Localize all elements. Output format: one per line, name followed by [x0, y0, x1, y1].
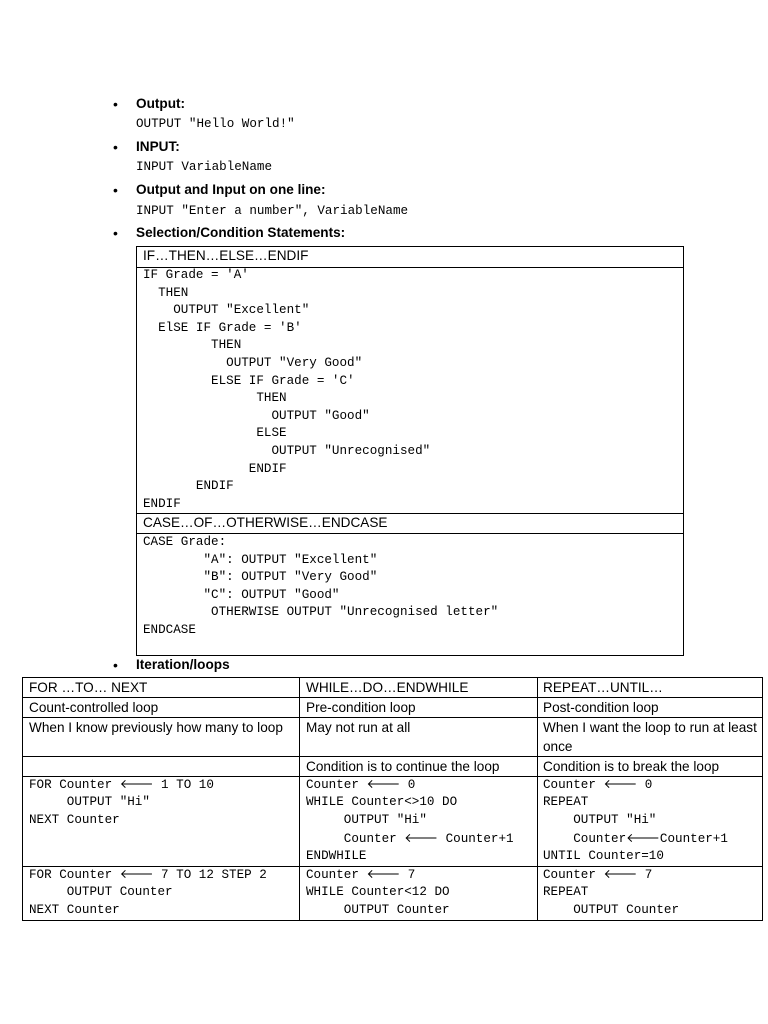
if-then-else-title: IF…THEN…ELSE…ENDIF: [143, 248, 309, 263]
code-line: ELSE: [143, 426, 287, 441]
code-line: WHILE Counter<12 DO: [306, 885, 450, 899]
code-line: THEN: [143, 285, 189, 300]
code-line: ElSE IF Grade = 'B': [143, 320, 302, 335]
table-header-for: FOR …TO… NEXT: [29, 680, 148, 695]
code-line: THEN: [143, 338, 242, 353]
code-line: OUTPUT "Very Good": [143, 356, 363, 370]
iteration-label: Iteration/loops: [136, 657, 230, 672]
code-line: ENDIF: [143, 496, 181, 511]
selection-label: Selection/Condition Statements:: [136, 225, 346, 240]
code-line: CASE Grade:: [143, 535, 227, 549]
code-line: Counter 🡐 0: [306, 778, 416, 792]
case-title: CASE…OF…OTHERWISE…ENDCASE: [143, 515, 388, 530]
bullet-icon: •: [113, 225, 118, 241]
code-line: Counter 🡐 Counter+1: [306, 832, 514, 846]
code-line: REPEAT: [543, 795, 589, 809]
loops-table: [22, 677, 763, 921]
bullet-icon: •: [113, 657, 118, 673]
code-line: OUTPUT "Unrecognised": [143, 444, 431, 458]
selection-box: [136, 246, 684, 656]
output-label: Output:: [136, 96, 186, 111]
code-line: OUTPUT "Excellent": [143, 303, 310, 318]
code-line: "C": OUTPUT "Good": [143, 587, 340, 602]
code-line: "B": OUTPUT "Very Good": [143, 570, 378, 585]
code-line: OUTPUT Counter: [306, 903, 450, 917]
code-line: ENDCASE: [143, 623, 196, 637]
code-line: OUTPUT "Hi": [543, 813, 657, 827]
code-line: Counter 🡐 7: [306, 868, 416, 882]
bullet-icon: •: [113, 182, 118, 198]
table-header-repeat: REPEAT…UNTIL…: [543, 680, 663, 695]
divider: [137, 513, 683, 514]
code-line: IF Grade = 'A': [143, 268, 249, 282]
code-line: OUTPUT Counter: [543, 903, 680, 917]
code-line: UNTIL Counter=10: [543, 849, 664, 863]
code-line: ELSE IF Grade = 'C': [143, 373, 355, 388]
input-label: INPUT:: [136, 139, 180, 154]
code-line: NEXT Counter: [29, 903, 120, 917]
table-header-while: WHILE…DO…ENDWHILE: [306, 680, 469, 695]
table-cell: Pre-condition loop: [306, 700, 416, 715]
output-input-code: INPUT "Enter a number", VariableName: [136, 204, 409, 218]
code-line: REPEAT: [543, 885, 589, 899]
bullet-icon: •: [113, 96, 118, 112]
code-line: ENDIF: [143, 461, 287, 476]
code-line: OUTPUT Counter: [29, 885, 173, 899]
code-line: ENDIF: [143, 479, 234, 494]
table-cell: May not run at all: [306, 720, 411, 735]
code-line: FOR Counter 🡐 1 TO 10: [29, 778, 214, 792]
code-line: OUTPUT "Hi": [29, 795, 150, 809]
table-cell: Post-condition loop: [543, 700, 659, 715]
table-cell: When I want the loop to run at least once: [543, 720, 757, 754]
table-cell: Count-controlled loop: [29, 700, 159, 715]
input-code: INPUT VariableName: [136, 160, 273, 174]
table-cell: When I know previously how many to loop: [29, 720, 283, 735]
code-line: OUTPUT "Hi": [306, 813, 427, 827]
bullet-icon: •: [113, 139, 118, 155]
code-line: ENDWHILE: [306, 849, 367, 863]
code-line: OTHERWISE OUTPUT "Unrecognised letter": [143, 605, 499, 620]
divider: [137, 533, 683, 534]
code-line: WHILE Counter<>10 DO: [306, 795, 458, 809]
output-code: OUTPUT "Hello World!": [136, 117, 295, 131]
code-line: NEXT Counter: [29, 813, 120, 827]
code-line: THEN: [143, 391, 287, 406]
code-line: Counter🡐Counter+1: [543, 832, 728, 846]
code-line: Counter 🡐 0: [543, 778, 653, 792]
code-line: OUTPUT "Good": [143, 408, 370, 423]
code-line: Counter 🡐 7: [543, 868, 653, 882]
output-input-label: Output and Input on one line:: [136, 182, 326, 197]
code-line: FOR Counter 🡐 7 TO 12 STEP 2: [29, 868, 267, 882]
table-cell: Condition is to continue the loop: [306, 759, 500, 774]
table-cell: Condition is to break the loop: [543, 759, 720, 774]
code-line: "A": OUTPUT "Excellent": [143, 552, 378, 567]
